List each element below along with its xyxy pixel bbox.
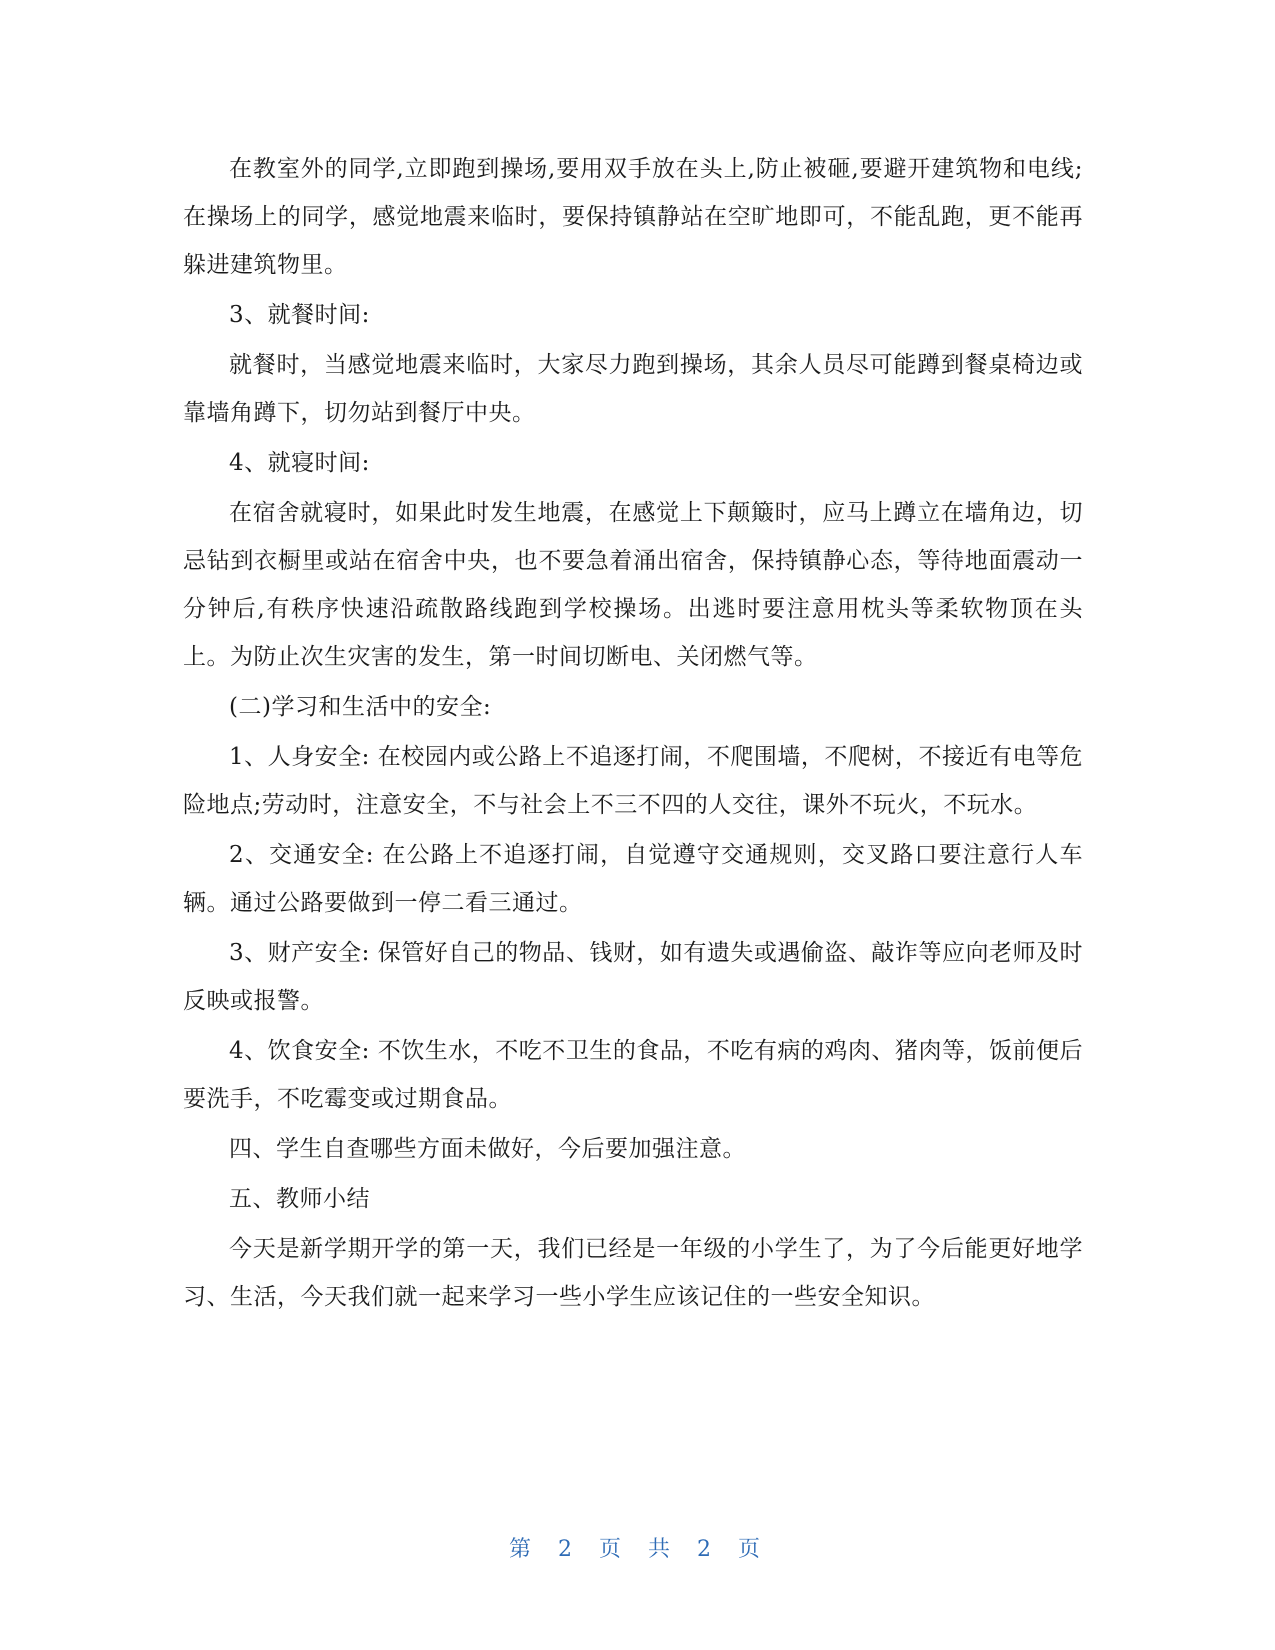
- heading-teacher-summary: 五、教师小结: [229, 1186, 370, 1212]
- document-body: [183, 145, 1083, 1323]
- paragraph-outdoor-students: 在教室外的同学,立即跑到操场,要用双手放在头上,防止被砸,要避开建筑物和电线;在操场上的同学，感觉地震来临时，要保持镇静站在空旷地即可，不能乱跑，更不能再躲进建筑物里。: [183, 156, 1083, 278]
- footer-total-suffix: 页: [738, 1537, 767, 1562]
- footer-total-pages: 2: [697, 1537, 718, 1562]
- page-footer: [0, 1532, 1275, 1563]
- paragraph-sleep-time: 在宿舍就寝时，如果此时发生地震，在感觉上下颠簸时，应马上蹲立在墙角边，切忌钻到衣橱里或站在宿舍中央，也不要急着涌出宿舍，保持镇静心态，等待地面震动一分钟后,有秩序快速沿疏散路线跑到学校操场。出逃时要注意用枕头等柔软物顶在头上。为防止次生灾害的发生，第一时间切断电、关闭燃气等。: [183, 500, 1083, 670]
- footer-current-page: 2: [557, 1537, 578, 1562]
- paragraph-personal-safety: 1、人身安全: 在校园内或公路上不追逐打闹，不爬围墙，不爬树，不接近有电等危险地点;劳动时，注意安全，不与社会上不三不四的人交往，课外不玩火，不玩水。: [183, 744, 1083, 818]
- paragraph-traffic-safety: 2、交通安全: 在公路上不追逐打闹，自觉遵守交通规则，交叉路口要注意行人车辆。通过公路要做到一停二看三通过。: [183, 842, 1083, 916]
- paragraph-teacher-summary: 今天是新学期开学的第一天，我们已经是一年级的小学生了，为了今后能更好地学习、生活，今天我们就一起来学习一些小学生应该记住的一些安全知识。: [183, 1236, 1083, 1310]
- heading-sleep-time: 4、就寝时间:: [229, 450, 370, 476]
- footer-prefix: 第: [508, 1537, 537, 1562]
- heading-study-life-safety: (二)学习和生活中的安全:: [229, 694, 492, 720]
- footer-total-prefix: 共: [648, 1537, 677, 1562]
- heading-meal-time: 3、就餐时间:: [229, 302, 370, 328]
- paragraph-food-safety: 4、饮食安全: 不饮生水，不吃不卫生的食品，不吃有病的鸡肉、猪肉等，饭前便后要洗手，不吃霉变或过期食品。: [183, 1038, 1083, 1112]
- paragraph-property-safety: 3、财产安全: 保管好自己的物品、钱财，如有遗失或遇偷盗、敲诈等应向老师及时反映或报警。: [183, 940, 1083, 1014]
- paragraph-self-check: 四、学生自查哪些方面未做好，今后要加强注意。: [229, 1136, 746, 1162]
- paragraph-meal-time: 就餐时，当感觉地震来临时，大家尽力跑到操场，其余人员尽可能蹲到餐桌椅边或靠墙角蹲下，切勿站到餐厅中央。: [183, 352, 1083, 426]
- footer-page-word: 页: [598, 1537, 627, 1562]
